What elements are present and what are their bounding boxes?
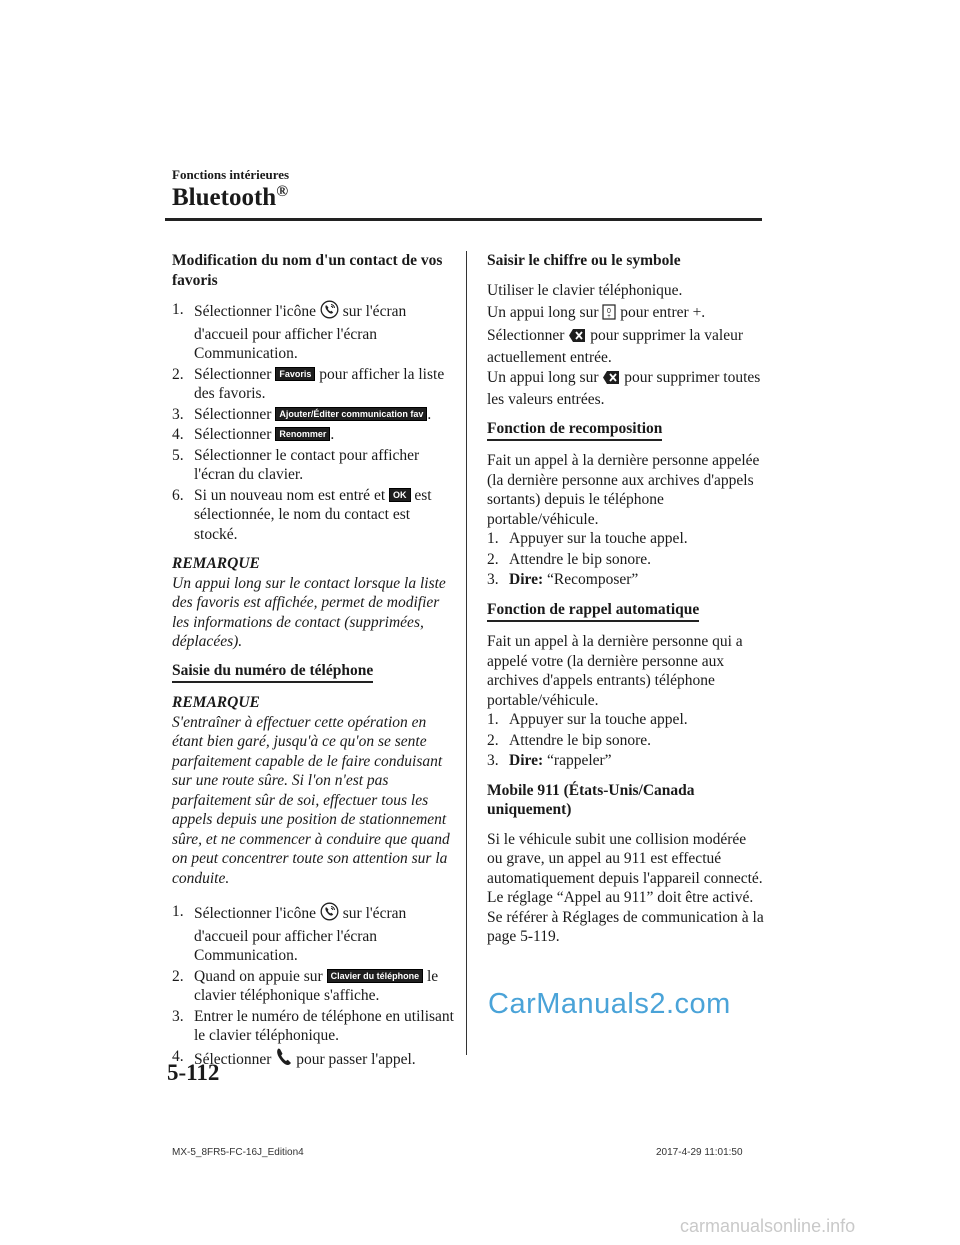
step-text-part: Attendre le bip sonore. — [509, 731, 652, 749]
text: pour entrer +. — [620, 304, 706, 321]
paragraph: Utiliser le clavier téléphonique. — [487, 281, 683, 299]
phone-screen-icon — [320, 300, 339, 325]
heading-mobile-911: Mobile 911 (États-Unis/Canada uniquement) — [487, 781, 695, 818]
step-number: 2. — [172, 365, 184, 383]
step-text-part: pour afficher la liste des favoris. — [194, 365, 445, 402]
say-label: Dire: — [509, 752, 544, 769]
right-column — [487, 251, 765, 947]
site-watermark: carmanualsonline.info — [680, 1216, 856, 1236]
paragraph: Si le véhicule subit une collision modérée ou grave, un appel au 911 est effectué automatiquement depuis l'appareil connecté. Le réglage “Appel au 911” doit être activé. — [487, 830, 763, 906]
step-item — [172, 1007, 455, 1046]
doc-code: MX-5_8FR5-FC-16J_Edition4 — [172, 1147, 304, 1158]
step-text — [194, 967, 455, 1006]
step-text-part: Sélectionner l'icône — [194, 905, 317, 922]
step-text — [194, 446, 455, 485]
step-item — [487, 710, 765, 730]
step-number: 5. — [172, 446, 184, 464]
step-item — [487, 570, 765, 590]
step-text-part: est sélectionnée, le nom du contact est stocké. — [194, 486, 432, 543]
step-item — [172, 300, 455, 364]
step-text — [509, 529, 765, 549]
paragraph — [487, 368, 765, 410]
step-item — [172, 967, 455, 1006]
step-text — [509, 710, 765, 730]
paragraph — [487, 303, 765, 326]
step-text-part: Appuyer sur la touche appel. — [509, 711, 688, 728]
step-text-part: . — [427, 405, 432, 423]
steps-edit-favorite — [172, 300, 455, 544]
step-item — [487, 731, 765, 751]
step-text-part: Appuyer sur la touche appel. — [509, 530, 688, 547]
screen-button-image: Favoris — [275, 367, 315, 381]
step-item — [487, 529, 765, 549]
step-text — [194, 405, 455, 425]
step-text-part: Attendre le bip sonore. — [509, 550, 652, 568]
step-item — [172, 902, 455, 966]
step-text-part: Sélectionner — [194, 426, 272, 443]
text: pour supprimer la valeur actuellement entrée. — [487, 326, 744, 366]
screen-button-image: Ajouter/Éditer communication fav — [275, 407, 427, 421]
header-rule — [165, 218, 762, 221]
print-timestamp: 2017-4-29 11:01:50 — [656, 1147, 743, 1158]
paragraph — [487, 326, 765, 368]
zero-plus-key-icon — [602, 304, 616, 326]
step-number: 3. — [172, 1007, 184, 1025]
step-text — [509, 550, 765, 570]
step-text-part: Entrer le numéro de téléphone en utilisant le clavier téléphonique. — [194, 1007, 454, 1044]
step-item — [487, 751, 765, 771]
page-title — [172, 184, 288, 212]
steps-auto-callback — [487, 710, 765, 771]
phone-screen-icon — [320, 902, 339, 927]
heading-edit-favorite-name: Modification du nom d'un contact de vos favoris — [172, 252, 443, 289]
handset-icon — [275, 1047, 292, 1073]
paragraph: Fait un appel à la dernière personne appelée (la dernière personne aux archives d'appels sortants) depuis le téléphone portable/véhicule. — [487, 452, 760, 528]
paragraph: Fait un appel à la dernière personne qui a appelé votre (la dernière personne aux archives d'appels entrants) téléphone portable/véhicule. — [487, 633, 743, 709]
step-number: 1. — [487, 530, 499, 547]
step-text-part: Sélectionner l'icône — [194, 303, 317, 320]
section-label: Fonctions intérieures — [172, 167, 290, 182]
step-item — [172, 446, 455, 485]
text: Un appui long sur — [487, 304, 599, 321]
step-item — [172, 486, 455, 545]
note-title: REMARQUE — [172, 694, 260, 711]
step-text-part: Sélectionner — [194, 365, 272, 383]
step-text — [194, 1047, 455, 1073]
heading-auto-callback: Fonction de rappel automatique — [487, 600, 699, 623]
backspace-icon — [602, 370, 620, 391]
step-text — [194, 486, 455, 545]
step-text — [509, 751, 765, 771]
text: pour supprimer toutes les valeurs entrées. — [487, 368, 761, 408]
note-title: REMARQUE — [172, 555, 260, 572]
steps-phone-number-entry — [172, 902, 455, 1072]
step-text-part: Sélectionner — [194, 405, 272, 423]
step-text-part: Sélectionner — [194, 1050, 272, 1068]
step-text-part: Si un nouveau nom est entré et — [194, 486, 386, 504]
step-number: 3. — [487, 752, 499, 769]
left-column — [172, 251, 455, 1073]
step-text — [509, 570, 765, 590]
column-divider — [466, 251, 467, 1055]
screen-button-image: OK — [389, 488, 411, 502]
step-number: 2. — [487, 731, 499, 749]
backspace-icon — [568, 328, 586, 349]
step-text-part: Sélectionner le contact pour afficher l'écran du clavier. — [194, 446, 420, 483]
step-item — [172, 425, 455, 445]
step-number: 6. — [172, 486, 184, 504]
registered-mark: ® — [276, 183, 289, 200]
step-number: 1. — [172, 301, 184, 318]
page-number: 5-112 — [167, 1060, 220, 1085]
step-number: 2. — [172, 967, 184, 985]
screen-button-image: Renommer — [275, 427, 330, 441]
step-text — [194, 1007, 455, 1046]
step-text-part: pour passer l'appel. — [296, 1050, 416, 1068]
step-number: 4. — [172, 426, 184, 443]
steps-redial — [487, 529, 765, 590]
note-text: S'entraîner à effectuer cette opération en étant bien garé, jusqu'à ce qu'on se sente parfaitement capable de le faire conduisant sur une route sûre. Si l'on n'est pas parfaitement sûr de soi, effectuer tous les appels depuis une position de stationnement sûre, et ne commencer à conduire que quand on peut concentrer toute son attention sur la conduite. — [172, 713, 450, 887]
svg-text:+: + — [607, 314, 612, 320]
step-item — [172, 405, 455, 425]
step-item — [487, 550, 765, 570]
step-item — [172, 365, 455, 404]
step-number: 2. — [487, 550, 499, 568]
text: Un appui long sur — [487, 368, 599, 386]
step-text — [194, 365, 455, 404]
step-number: 1. — [172, 903, 184, 920]
heading-digit-symbol: Saisir le chiffre ou le symbole — [487, 252, 681, 269]
step-text-part: Quand on appuie sur — [194, 967, 323, 985]
step-number: 4. — [172, 1047, 184, 1065]
voice-command: “rappeler” — [547, 752, 612, 769]
step-text — [194, 902, 455, 966]
step-number: 3. — [487, 571, 499, 588]
step-text — [194, 300, 455, 364]
step-text-part: . — [330, 426, 335, 443]
say-label: Dire: — [509, 571, 544, 588]
note-text: Un appui long sur le contact lorsque la liste des favoris est affichée, permet de modifier les informations de contact (supprimées, déplacées). — [172, 574, 446, 650]
step-text — [194, 425, 455, 445]
heading-redial: Fonction de recomposition — [487, 419, 662, 442]
page-title-text: Bluetooth — [172, 184, 277, 211]
step-number: 3. — [172, 405, 184, 423]
step-number: 1. — [487, 711, 499, 728]
voice-command: “Recomposer” — [547, 571, 639, 588]
step-text — [509, 731, 765, 751]
step-text-part: le clavier téléphonique s'affiche. — [194, 967, 439, 1004]
step-text-part: sur l'écran d'accueil pour afficher l'écran Communication. — [194, 905, 407, 964]
svg-text:0: 0 — [607, 308, 612, 315]
text: Sélectionner — [487, 326, 565, 344]
screen-button-image: Clavier du téléphone — [327, 969, 424, 983]
cross-reference: Se référer à Réglages de communication à la page 5-119. — [487, 908, 764, 945]
step-text-part: sur l'écran d'accueil pour afficher l'écran Communication. — [194, 303, 407, 362]
heading-phone-number-entry: Saisie du numéro de téléphone — [172, 661, 373, 684]
watermark-carmanuals: CarManuals2.com — [488, 988, 731, 1020]
